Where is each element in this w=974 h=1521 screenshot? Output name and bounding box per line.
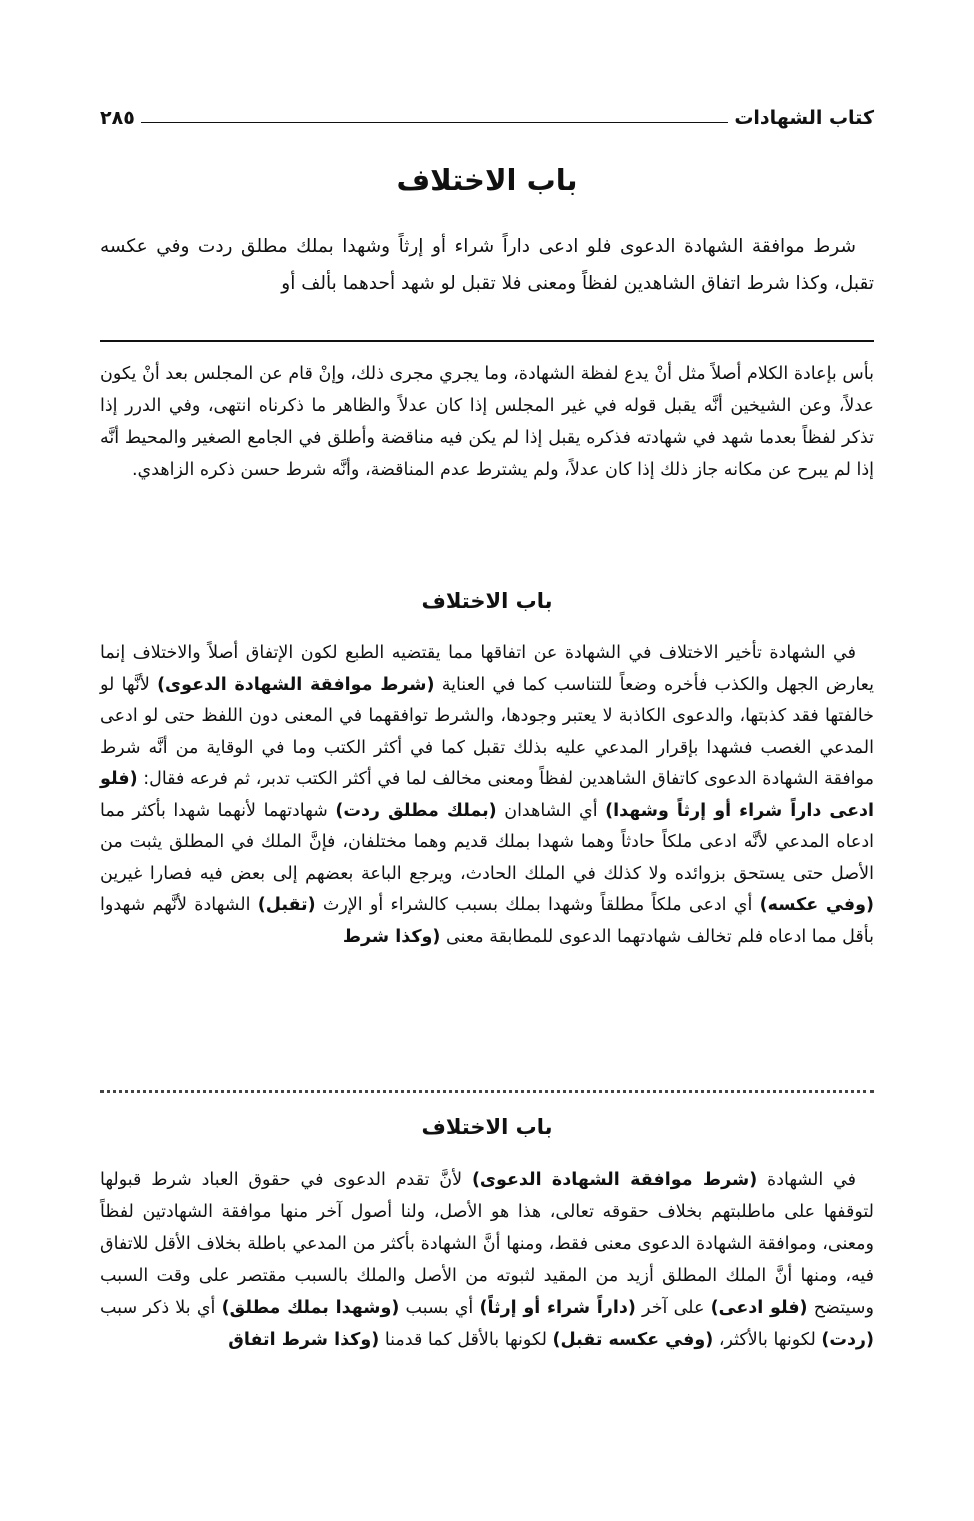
commentary-3-quote: (وشهدا بملك مطلق) [221, 1298, 400, 1318]
commentary-block-3 [100, 1164, 874, 1356]
commentary-2-text: أي ادعى ملكاً مطلقاً وشهدا بملك بسبب كالشراء أو الإرث [322, 895, 753, 915]
commentary-3-title: باب الاختلاف [421, 1115, 553, 1139]
commentary-3-paragraph [100, 1164, 874, 1356]
commentary-3-quote: (وفي عكسه تقبل) [552, 1330, 714, 1350]
commentary-3-quote: (شرط موافقة الشهادة الدعوى) [471, 1170, 758, 1190]
commentary-2-text: أي الشاهدان [504, 800, 598, 821]
commentary-2-quote: (فلو ادعى داراً شراء أو إرثاً وشهدا) [100, 769, 874, 821]
header-rule [141, 122, 729, 123]
chapter-title: باب الاختلاف [396, 163, 578, 197]
commentary-3-quote: (وكذا شرط اتفاق [228, 1330, 380, 1350]
commentary-2-text: الشهادة لأنَّهم شهدوا بأقل مما ادعاه فلم تخالف شهادتهما الدعوى للمطابقة معنى [100, 895, 874, 947]
commentary-2-quote: (وفي عكسه) [759, 895, 874, 915]
commentary-3-quote: (فلو ادعى) [710, 1298, 808, 1318]
commentary-3-text: على آخر [642, 1298, 705, 1318]
commentary-3-text: في الشهادة [767, 1170, 856, 1190]
matn-separator-rule [100, 340, 874, 342]
page-number: ٢٨٥ [100, 107, 135, 129]
matn-paragraph: شرط موافقة الشهادة الدعوى فلو ادعى داراً شراء أو إرثاً وشهدا بملك مطلق ردت وفي عكسه تقبل، وكذا شرط اتفاق الشاهدين لفظاً ومعنى فلا تقبل لو شهد أحدهما بألف أو [100, 236, 874, 294]
commentary-2-quote: (تقبل) [257, 895, 316, 915]
commentary-2-quote: (وكذا شرط [342, 926, 441, 947]
commentary-2-text: في الشهادة تأخير الاختلاف في الشهادة عن اتفاقها مما يقتضيه الطبع لكون الإتفاق أصلاً والاختلاف إنما يعارض الجهل والكذب فأخره وضعاً للتناسب كما في العناية [100, 643, 874, 695]
commentary-2-quote: (بملك مطلق ردت) [335, 800, 497, 821]
commentary-2-quote: (شرط موافقة الشهادة الدعوى) [157, 674, 435, 695]
commentary-2-text: لأنَّها لو خالفتها فقد كذبتها، والدعوى الكاذبة لا يعتبر وجودها، والشرط توافقهما في المعنى دون اللفظ حتى لو ادعى المدعي الغصب فشهدا بإقرار المدعي عليه بذلك تقبل كما في أكثر الكتب وما في الوقاية من أنَّه شرط موافقة الشهادة الدعوى كاتفاق الشاهدين لفظاً ومعنى مخالف لما في أكثر الكتب تدبر، ثم فرعه فقال: [100, 674, 874, 789]
commentary-3-quote: (داراً شراء أو إرثاً) [479, 1298, 636, 1318]
commentary-3-text: أي بلا ذكر سبب [100, 1298, 216, 1318]
matn-text-block [100, 228, 874, 302]
commentary-3-text: لكونها بالأقل كما قدمنا [384, 1330, 547, 1350]
commentary-3-text: أي بسبب [405, 1298, 474, 1318]
commentary-3-text: لأنَّ تقدم الدعوى في حقوق العباد شرط قبولها لتوقفها على ماطلبتهم بخلاف حقوقه تعالى، هذا هو الأصل، ولنا أصول آخر منها موافقة الشهادتين لفظاً ومعنى، وموافقة الشهادة الدعوى معنى فقط، ومنها أنَّ الشهادة بأكثر من المدعي باطلة بخلاف الأقل للاتفاق فيه، ومنها أنَّ الملك المطلق أزيد من المقيد لثبوته من الأصل والملك بالسبب مقتصر على وقت السبب وسيتضح [100, 1170, 874, 1318]
commentary-block-2 [100, 638, 874, 953]
commentary-3-text: لكونها بالأكثر، [718, 1330, 816, 1350]
commentary-3-quote: (ردت) [821, 1330, 874, 1350]
running-header [100, 100, 874, 136]
header-title: كتاب الشهادات [734, 107, 874, 129]
commentary-block-1 [100, 358, 874, 486]
commentary-2-title: باب الاختلاف [421, 589, 553, 613]
commentary-2-paragraph [100, 638, 874, 953]
commentary-2-text: شهادتهما لأنهما شهدا بأكثر مما ادعاه المدعي لأنَّه ادعى ملكاً حادثاً وهما شهدا بملك قديم وهما مختلفان، فإنَّ الملك في المطلق يثبت من الأصل حتى يستحق بزوائده ولا كذلك في الملك الحادث، ويرجع الباعة بعضهم إلى بعض فيه فصارا غيرين [100, 800, 874, 884]
commentary-1-paragraph: بأس بإعادة الكلام أصلاً مثل أنْ يدع لفظة الشهادة، وما يجري مجرى ذلك، وإنْ قام عن المجلس بعد أنْ يكون عدلاً، وعن الشيخين أنَّه يقبل قوله في غير المجلس إذا كان عدلاً والظاهر ما ذكرناه انتهى، وفي الدرر إذا تذكر لفظاً بعدما شهد في شهادته فذكره يقبل إذا لم يكن فيه مناقضة وأطلق في الجامع الصغير والمحيط أنَّه إذا لم يبرح عن مكانه جاز ذلك إذا كان عدلاً، ولم يشترط عدم المناقضة، وأنَّه شرط حسن ذكره الزاهدي. [100, 364, 874, 480]
commentary-separator-dotted-rule [100, 1090, 874, 1093]
